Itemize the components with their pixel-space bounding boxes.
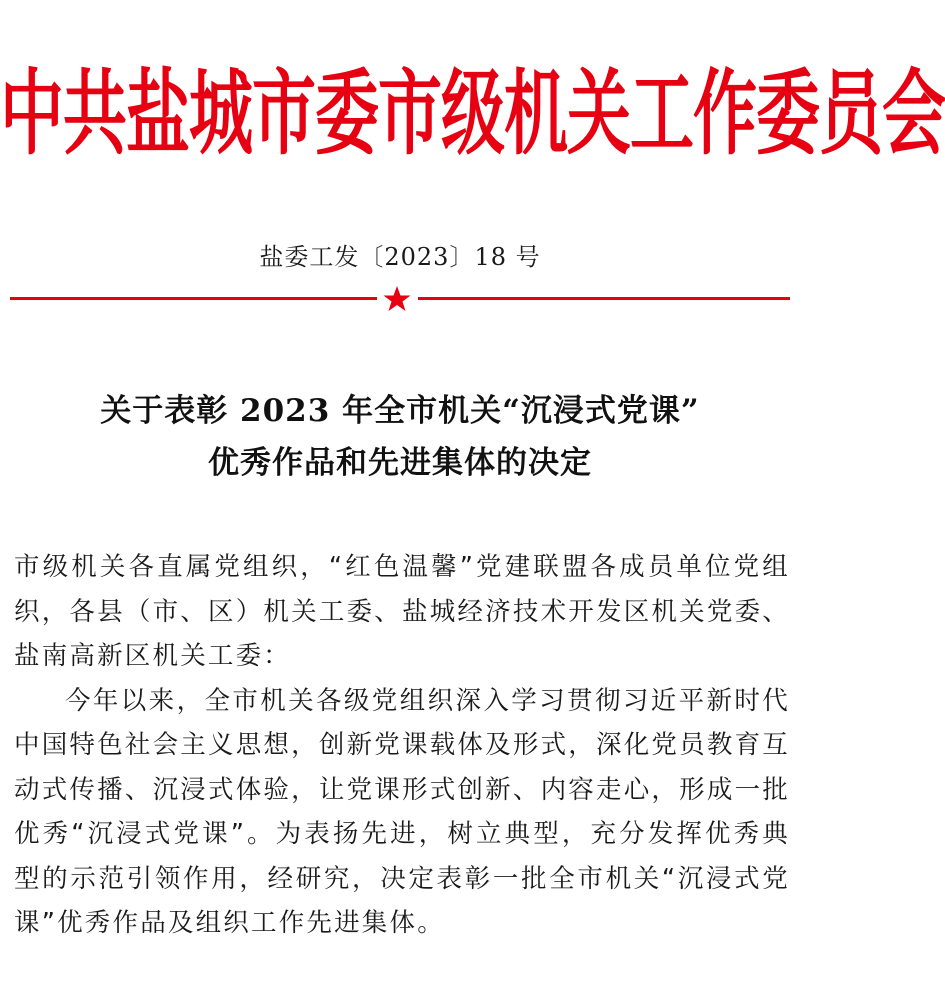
divider-line-right [418,297,790,300]
title-line-1: 关于表彰 2023 年全市机关“沉浸式党课” [100,393,700,429]
document-number: 盐委工发〔2023〕18 号 [259,243,541,271]
star-icon [384,286,411,311]
issuer-masthead: 中共盐城市委市级机关工作委员会 [0,59,945,169]
recipients-paragraph: 市级机关各直属党组织，“红色温馨”党建联盟各成员单位党组织，各县（市、区）机关工委、盐城经济技术开发区机关党委、盐南高新区机关工委： [14,552,790,671]
document-title [0,385,800,489]
title-line-2: 优秀作品和先进集体的决定 [208,445,592,481]
document-body [14,545,790,946]
body-paragraph: 今年以来，全市机关各级党组织深入学习贯彻习近平新时代中国特色社会主义思想，创新党课载体及形式，深化党员教育互动式传播、沉浸式体验，让党课形式创新、内容走心，形成一批优秀“沉浸式党课”。为表扬先进，树立典型，充分发挥优秀典型的示范引领作用，经研究，决定表彰一批全市机关“沉浸式党课”优秀作品及组织工作先进集体。 [14,685,790,938]
red-divider [0,284,800,314]
divider-line-left [10,297,377,300]
